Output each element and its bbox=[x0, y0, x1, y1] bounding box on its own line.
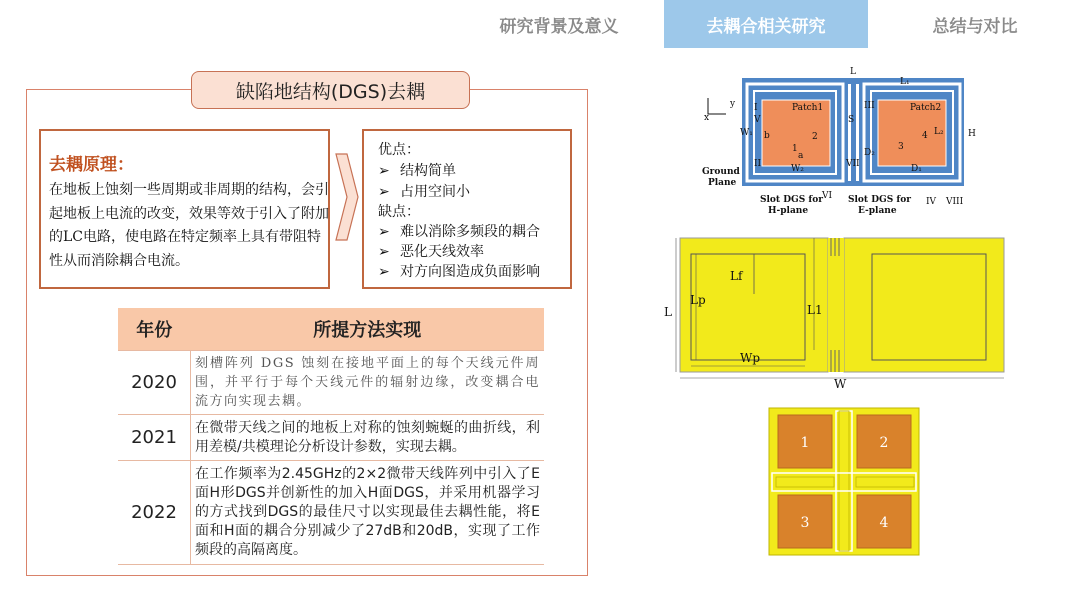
ground-label: Plane bbox=[708, 178, 737, 188]
bullet-icon: ➢ bbox=[378, 163, 390, 179]
array-patch-label: 2 bbox=[879, 435, 889, 451]
cons-item: ➢ 对方向图造成负面影响 bbox=[378, 264, 540, 280]
region-label: II bbox=[754, 159, 762, 169]
port-label: 1 bbox=[792, 144, 798, 154]
dim-label: Lf bbox=[730, 269, 743, 283]
port-label: 4 bbox=[922, 131, 928, 141]
patch-label: Patch1 bbox=[792, 103, 824, 113]
dim-label: a bbox=[798, 151, 804, 161]
slot-e-label: E-plane bbox=[858, 206, 897, 216]
bullet-icon: ➢ bbox=[378, 244, 390, 260]
port-label: 2 bbox=[812, 132, 818, 142]
pros-cons-box bbox=[362, 129, 572, 289]
region-label: I bbox=[754, 103, 758, 113]
table-cell-year: 2022 bbox=[118, 461, 191, 565]
pros-item: ➢ 占用空间小 bbox=[378, 184, 470, 200]
array-patch-label: 1 bbox=[800, 435, 810, 451]
array-patch-label: 3 bbox=[800, 515, 810, 531]
region-label: III bbox=[864, 101, 875, 111]
table-cell-year: 2020 bbox=[118, 351, 191, 415]
table-header-year: 年份 bbox=[118, 308, 191, 351]
dim-label: L1 bbox=[807, 303, 823, 317]
dim-label: L bbox=[664, 305, 672, 319]
dim-label: S bbox=[848, 115, 855, 125]
patch-label: Patch2 bbox=[910, 103, 942, 113]
port-label: 3 bbox=[898, 142, 904, 152]
right-board bbox=[844, 238, 1004, 372]
dim-label: L₁ bbox=[900, 77, 910, 87]
array-patch-label: 4 bbox=[879, 515, 889, 531]
bullet-icon: ➢ bbox=[378, 184, 390, 200]
dim-label: Wp bbox=[740, 351, 761, 365]
principle-title: 去耦原理： bbox=[49, 155, 134, 175]
dim-label: L bbox=[850, 67, 856, 77]
table-row bbox=[118, 415, 544, 461]
tab-summary-comparison[interactable]: 总结与对比 bbox=[932, 16, 1018, 37]
meander-dgs-figure bbox=[664, 234, 1010, 390]
dim-label: D₁ bbox=[911, 164, 922, 174]
bullet-icon: ➢ bbox=[378, 224, 390, 240]
dim-label: L₂ bbox=[934, 127, 944, 137]
dim-label: W₁ bbox=[740, 128, 753, 138]
bullet-icon: ➢ bbox=[378, 264, 390, 280]
table-cell-desc: 刻槽阵列 DGS 蚀刻在接地平面上的每个天线元件周围，并平行于每个天线元件的辐射边缘，改变耦合电流方向实现去耦。 bbox=[191, 351, 545, 415]
axis-icon bbox=[708, 98, 726, 114]
section-title: 缺陷地结构(DGS)去耦 bbox=[191, 71, 470, 109]
cons-item: ➢ 恶化天线效率 bbox=[378, 244, 484, 260]
axis-label: y bbox=[730, 99, 736, 109]
table-row bbox=[118, 461, 544, 565]
array-2x2-figure bbox=[768, 407, 920, 557]
chevron-right-icon bbox=[335, 152, 359, 242]
dim-label: H bbox=[968, 129, 976, 139]
tab-decoupling-research[interactable]: 去耦合相关研究 bbox=[664, 0, 868, 48]
principle-text: 在地板上蚀刻一些周期或非周期的结构，会引起地板上电流的改变，效果等效于引入了附加的LC电路，使电路在特定频率上具有带阻特性从而消除耦合电流。 bbox=[49, 182, 329, 269]
dgs-layout-figure bbox=[700, 60, 980, 222]
table-header-method: 所提方法实现 bbox=[191, 308, 545, 351]
region-label: V bbox=[754, 115, 761, 125]
table-cell-desc: 在微带天线之间的地板上对称的蚀刻蜿蜒的曲折线，利用差模/共模理论分析设计参数，实现去耦。 bbox=[191, 415, 545, 461]
dim-label: D₂ bbox=[864, 148, 875, 158]
region-label: IV bbox=[926, 197, 937, 207]
table-cell-year: 2021 bbox=[118, 415, 191, 461]
pros-item: ➢ 结构简单 bbox=[378, 163, 456, 179]
table-row bbox=[118, 351, 544, 415]
slot-e-label: Slot DGS for bbox=[848, 195, 911, 205]
tab-research-background[interactable]: 研究背景及意义 bbox=[499, 16, 619, 37]
dim-label: W₂ bbox=[791, 164, 804, 174]
region-label: VII bbox=[846, 159, 860, 169]
pros-label: 优点： bbox=[378, 142, 420, 158]
method-table bbox=[118, 308, 544, 565]
dim-label: Lp bbox=[690, 293, 706, 307]
cons-item: ➢ 难以消除多频段的耦合 bbox=[378, 224, 540, 240]
axis-label: x bbox=[704, 113, 710, 123]
slot-h-label: Slot DGS for bbox=[760, 195, 823, 205]
cons-label: 缺点： bbox=[378, 204, 420, 220]
table-cell-desc: 在工作频率为2.45GHz的2×2微带天线阵列中引入了E面H形DGS并创新性的加入H面DGS，并采用机器学习的方式找到DGS的最佳尺寸以实现最佳去耦性能，将E面和H面的耦合分别减少了27dB和20dB，实现了工作频段的高隔离度。 bbox=[191, 461, 545, 565]
dim-label: b bbox=[764, 131, 770, 141]
table-header-row bbox=[118, 308, 544, 351]
ground-label: Ground bbox=[702, 167, 740, 177]
region-label: VI bbox=[822, 191, 833, 201]
meander-strip bbox=[828, 238, 844, 372]
region-label: VIII bbox=[946, 197, 964, 207]
dim-label: W bbox=[834, 377, 847, 390]
slot-h-label: H-plane bbox=[768, 206, 809, 216]
